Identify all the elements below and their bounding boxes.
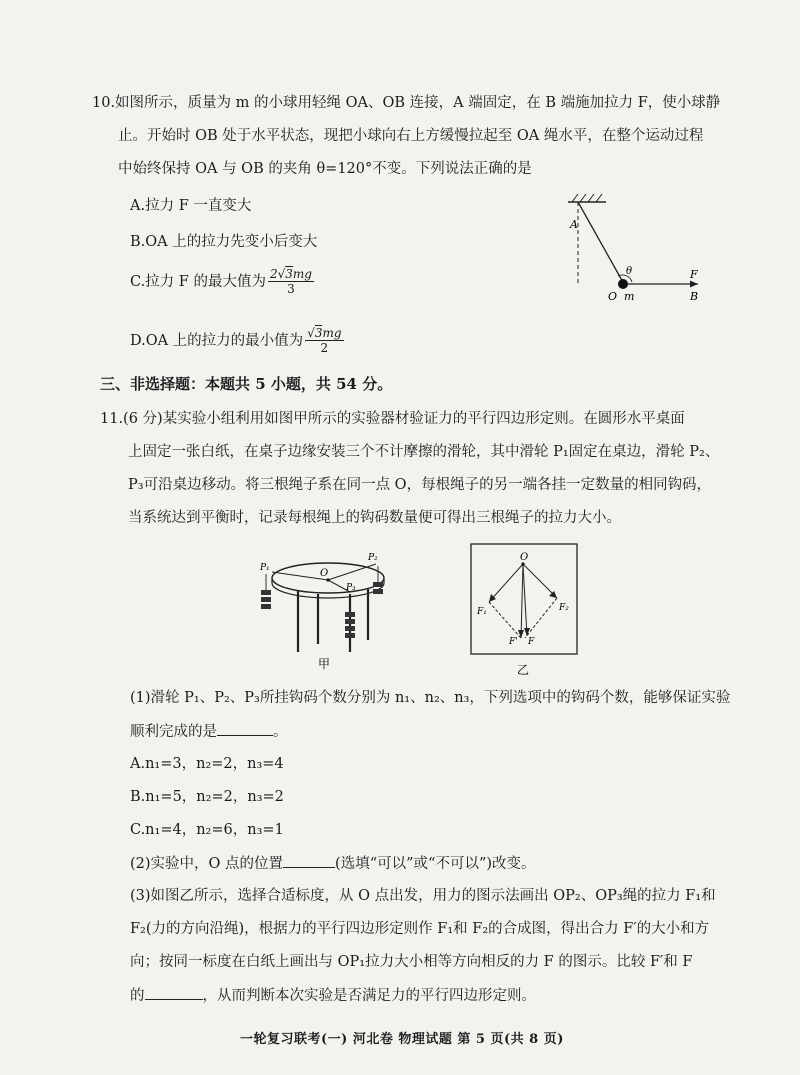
q11-option-c: C.n₁=4，n₂=6，n₃=1 bbox=[130, 822, 284, 838]
q11-sub2-text: (2)实验中，O 点的位置 bbox=[130, 856, 284, 872]
q10-option-c bbox=[130, 267, 314, 296]
frac-radicand: 3 bbox=[314, 326, 323, 340]
force-vectors bbox=[489, 564, 557, 638]
q11-option-a: A.n₁=3，n₂=2，n₃=4 bbox=[130, 756, 284, 772]
label-p1: P₁ bbox=[260, 563, 270, 573]
label-o: O bbox=[320, 568, 329, 579]
q11-line4: 当系统达到平衡时，记录每根绳上的钩码数量便可得出三根绳子的拉力大小。 bbox=[128, 510, 621, 526]
q11-sub3-text-post: ，从而判断本次实验是否满足力的平行四边形定则。 bbox=[202, 988, 536, 1004]
frac-radicand: 3 bbox=[285, 267, 293, 281]
caption-yi: 乙 bbox=[517, 663, 530, 677]
q10-line3: 中始终保持 OA 与 OB 的夹角 θ=120°不变。下列说法正确的是 bbox=[118, 161, 532, 177]
label-b: B bbox=[690, 290, 699, 303]
figure-yi bbox=[465, 542, 585, 684]
q11-sub2 bbox=[130, 853, 536, 874]
q10-option-c-fraction: $\frac{2√3mg}{3}$ bbox=[269, 267, 312, 296]
q10-figure bbox=[560, 192, 710, 304]
answer-blank-2[interactable] bbox=[283, 853, 335, 868]
label-f2: F₂ bbox=[559, 603, 569, 613]
frac-tail: mg bbox=[322, 326, 342, 340]
arrowheads bbox=[489, 591, 557, 638]
answer-blank-1[interactable] bbox=[217, 721, 273, 736]
label-o: O bbox=[608, 290, 618, 303]
q10-option-b: B.OA 上的拉力先变小后变大 bbox=[130, 234, 318, 250]
q11-sub3-line1: (3)如图乙所示，选择合适标度，从 O 点出发，用力的图示法画出 OP₂、OP₃绳的拉力 F₁和 bbox=[130, 888, 716, 904]
q11-sub3-line4 bbox=[130, 985, 536, 1006]
ceiling-hatch bbox=[572, 194, 602, 202]
label-m: m bbox=[624, 290, 635, 303]
force-f-arrowhead bbox=[690, 281, 698, 288]
label-p3: P₃ bbox=[346, 583, 356, 593]
q11-sub1-line2 bbox=[130, 721, 288, 742]
q11-sub1-period: 。 bbox=[273, 724, 288, 740]
label-f: F bbox=[690, 268, 698, 281]
frac-den: 2 bbox=[320, 341, 329, 355]
q10-option-d-label: D.OA 上的拉力的最小值为 bbox=[130, 332, 304, 349]
frac-den: 3 bbox=[287, 282, 295, 296]
caption-jia: 甲 bbox=[318, 657, 331, 671]
frac-tail: mg bbox=[292, 267, 312, 281]
q11-line1: 11.(6 分)某实验小组利用如图甲所示的实验器材验证力的平行四边形定则。在圆形水平桌面 bbox=[100, 411, 685, 427]
q11-sub1-line1: (1)滑轮 P₁、P₂、P₃所挂钩码个数分别为 n₁、n₂、n₃，下列选项中的钩码个数，能够保证实验 bbox=[130, 690, 731, 706]
q11-sub2-tail: (选填“可以”或“不可以”)改变。 bbox=[335, 856, 536, 872]
label-p2: P₂ bbox=[368, 553, 378, 563]
q11-option-b: B.n₁=5，n₂=2，n₃=2 bbox=[130, 789, 284, 805]
q11-line2: 上固定一张白纸，在桌子边缘安装三个不计摩擦的滑轮，其中滑轮 P₁固定在桌边，滑轮 P₂、 bbox=[128, 444, 720, 460]
q10-option-a: A.拉力 F 一直变大 bbox=[130, 198, 252, 214]
figure-jia bbox=[250, 548, 400, 673]
label-theta: θ bbox=[626, 266, 633, 277]
label-f1: F₁ bbox=[477, 607, 487, 617]
label-f-prime: F' bbox=[509, 637, 518, 647]
label-a: A bbox=[570, 218, 578, 231]
q11-sub1-text: 顺利完成的是 bbox=[130, 724, 217, 740]
section-heading: 三、非选择题：本题共 5 小题，共 54 分。 bbox=[100, 375, 393, 393]
rope-oa bbox=[578, 202, 624, 284]
q10-line1: 10.如图所示，质量为 m 的小球用轻绳 OA、OB 连接，A 端固定，在 B 端施加拉力 F，使小球静 bbox=[92, 95, 721, 111]
q11-sub3-text-pre: 的 bbox=[130, 988, 145, 1004]
q11-sub3-line2: F₂(力的方向沿绳)，根据力的平行四边形定则作 F₁和 F₂的合成图，得出合力 F′的大小和方 bbox=[130, 921, 710, 937]
page-footer: 一轮复习联考(一) 河北卷 物理试题 第 5 页(共 8 页) bbox=[240, 1032, 564, 1047]
q10-option-d-fraction: $\frac{√3mg}{2}$ bbox=[307, 326, 342, 355]
label-o: O bbox=[520, 552, 529, 563]
q10-option-d bbox=[130, 326, 344, 355]
q11-line3: P₃可沿桌边移动。将三根绳子系在同一点 O，每根绳子的另一端各挂一定数量的相同钩码， bbox=[128, 477, 712, 493]
ball-m bbox=[618, 279, 628, 289]
q10-option-c-label: C.拉力 F 的最大值为 bbox=[130, 273, 266, 290]
q11-sub3-line3: 向；按同一标度在白纸上画出与 OP₁拉力大小相等方向相反的力 F 的图示。比较 F′和 F bbox=[130, 954, 693, 970]
answer-blank-3[interactable] bbox=[145, 985, 203, 1000]
frac-coef: 2 bbox=[269, 267, 278, 281]
label-f: F bbox=[528, 637, 535, 647]
q10-line2: 止。开始时 OB 处于水平状态，现把小球向右上方缓慢拉起至 OA 绳水平，在整个运动过程 bbox=[118, 128, 704, 144]
